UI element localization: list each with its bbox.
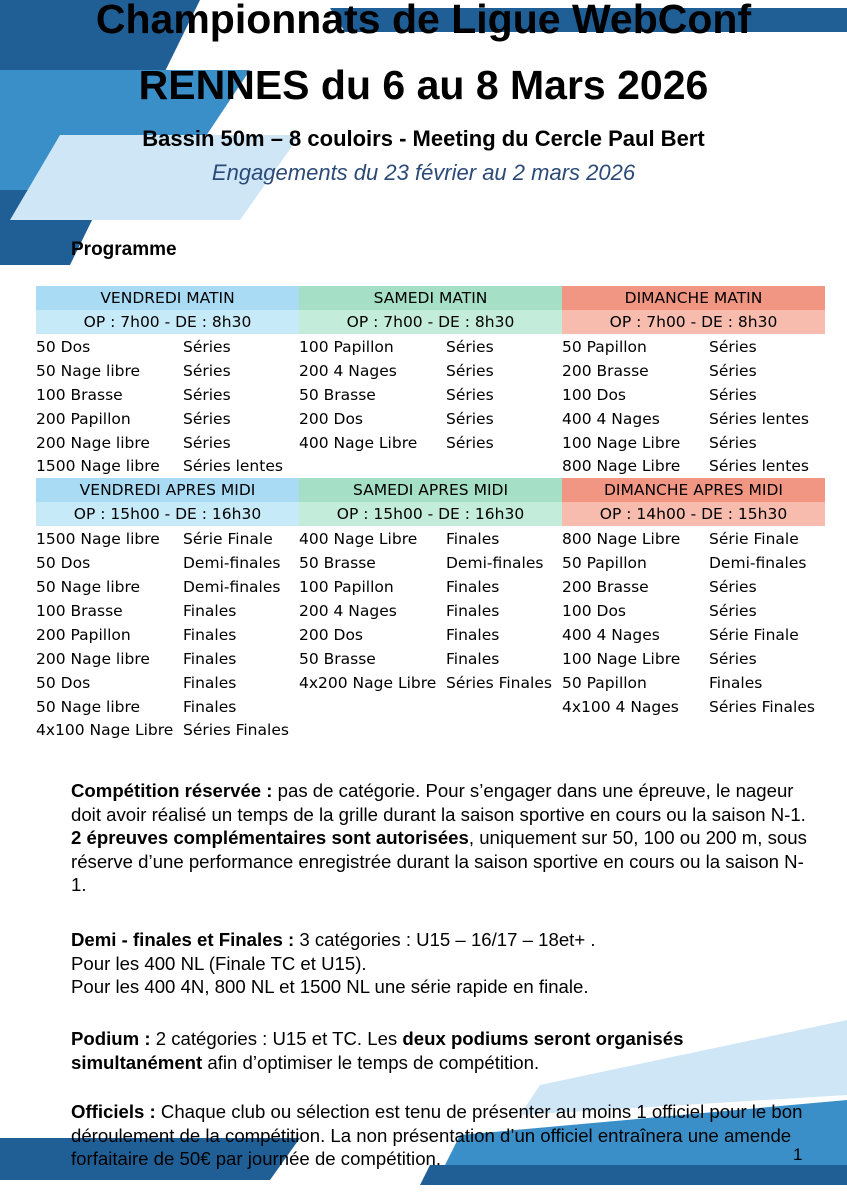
event-name: 100 Dos (562, 385, 627, 404)
event-name: 200 4 Nages (299, 361, 397, 380)
event-name: 400 Nage Libre (299, 433, 418, 452)
event-row (562, 575, 825, 599)
event-name: 50 Papillon (562, 673, 647, 692)
event-phase: Demi-finales (446, 554, 544, 573)
event-name: 200 Dos (299, 625, 364, 644)
saturday-afternoon-title: SAMEDI APRES MIDI (299, 478, 562, 502)
event-row (299, 647, 562, 671)
event-phase: Séries (446, 337, 494, 356)
event-phase: Demi-finales (183, 578, 281, 597)
friday-afternoon-times: OP : 15h00 - DE : 16h30 (36, 502, 299, 526)
finals-line-2: Pour les 400 NL (Finale TC et U15). (71, 952, 367, 974)
event-phase: Séries (446, 409, 494, 428)
event-row (36, 335, 299, 359)
sunday-afternoon-times: OP : 14h00 - DE : 15h30 (562, 502, 825, 526)
event-row (562, 599, 825, 623)
event-phase: Séries (183, 433, 231, 452)
event-name: 200 4 Nages (299, 601, 397, 620)
event-phase: Séries lentes (183, 457, 283, 476)
event-phase: Séries (709, 578, 757, 597)
finals-line-1: 3 catégories : U15 – 16/17 – 18et+ . (294, 929, 596, 950)
event-name: 4x100 4 Nages (562, 697, 679, 716)
podium-text-1: 2 catégories : U15 et TC. Les (150, 1028, 403, 1049)
event-name: 200 Nage libre (36, 649, 150, 668)
event-phase: Séries Finales (183, 721, 289, 740)
friday-afternoon-title: VENDREDI APRES MIDI (36, 478, 299, 502)
event-phase: Finales (446, 601, 500, 620)
event-phase: Séries (709, 649, 757, 668)
event-row (299, 575, 562, 599)
podium-text-2: afin d’optimiser le temps de compétition. (202, 1051, 540, 1073)
sunday-morning-title: DIMANCHE MATIN (562, 286, 825, 310)
morning-events (36, 334, 826, 478)
event-row (299, 359, 562, 383)
event-row (36, 599, 299, 623)
event-row (36, 431, 299, 455)
saturday-morning-title: SAMEDI MATIN (299, 286, 562, 310)
event-row (299, 454, 562, 478)
event-name: 50 Nage libre (36, 697, 141, 716)
title-line-2: RENNES du 6 au 8 Mars 2026 (138, 62, 709, 108)
event-row (562, 647, 825, 671)
event-phase: Séries Finales (446, 673, 552, 692)
event-phase: Finales (183, 625, 237, 644)
event-name: 50 Brasse (299, 649, 376, 668)
event-name: 50 Nage libre (36, 361, 141, 380)
competition-paragraph (71, 779, 811, 897)
events-column (299, 527, 562, 742)
event-phase: Séries (446, 433, 494, 452)
friday-morning-title: VENDREDI MATIN (36, 286, 299, 310)
event-phase: Séries (709, 361, 757, 380)
event-row (562, 718, 825, 742)
morning-title-row (36, 286, 826, 310)
event-name: 200 Brasse (562, 578, 649, 597)
event-phase: Séries (446, 385, 494, 404)
event-name: 1500 Nage libre (36, 457, 160, 476)
event-name: 50 Dos (36, 673, 91, 692)
event-phase: Séries (446, 361, 494, 380)
officiels-text: Chaque club ou sélection est tenu de présenter au moins 1 officiel pour le bon déroulement de la compétition. La non présentation d’un officiel entraînera une amende forfaitaire de 50€ par journée de compétition. (71, 1101, 803, 1170)
event-row (562, 454, 825, 478)
event-phase: Séries (183, 337, 231, 356)
event-name: 4x200 Nage Libre (299, 673, 437, 692)
event-row (36, 527, 299, 551)
event-phase: Séries (709, 433, 757, 452)
event-row (36, 671, 299, 695)
afternoon-times-row (36, 502, 826, 526)
event-name: 50 Papillon (562, 554, 647, 573)
event-phase: Série Finale (709, 625, 799, 644)
afternoon-events (36, 526, 826, 742)
event-name: 400 Nage Libre (299, 530, 418, 549)
event-name: 800 Nage Libre (562, 457, 681, 476)
event-phase: Séries lentes (709, 409, 809, 428)
finals-paragraph (71, 928, 811, 999)
morning-times-row (36, 310, 826, 334)
officiels-label: Officiels : (71, 1101, 156, 1122)
event-phase: Finales (446, 649, 500, 668)
event-name: 100 Papillon (299, 578, 394, 597)
event-phase: Demi-finales (183, 554, 281, 573)
event-phase: Séries (183, 409, 231, 428)
afternoon-title-row (36, 478, 826, 502)
event-row (36, 695, 299, 719)
event-name: 50 Nage libre (36, 578, 141, 597)
event-phase: Série Finale (709, 530, 799, 549)
event-name: 100 Papillon (299, 337, 394, 356)
event-phase: Séries (183, 361, 231, 380)
event-name: 200 Nage libre (36, 433, 150, 452)
event-phase: Séries (709, 601, 757, 620)
event-phase: Finales (183, 697, 237, 716)
event-row (299, 718, 562, 742)
friday-morning-times: OP : 7h00 - DE : 8h30 (36, 310, 299, 334)
event-row (562, 695, 825, 719)
event-phase: Finales (183, 649, 237, 668)
event-name: 100 Dos (562, 601, 627, 620)
event-name: 4x100 Nage Libre (36, 721, 174, 740)
events-column (562, 527, 825, 742)
event-row (36, 575, 299, 599)
event-row (299, 335, 562, 359)
event-row (562, 335, 825, 359)
event-row (562, 623, 825, 647)
podium-paragraph (71, 1027, 811, 1074)
event-name: 100 Brasse (36, 601, 123, 620)
finals-label: Demi - finales et Finales : (71, 929, 295, 950)
saturday-morning-times: OP : 7h00 - DE : 8h30 (299, 310, 562, 334)
event-name: 200 Dos (299, 409, 364, 428)
event-row (36, 407, 299, 431)
event-name: 100 Brasse (36, 385, 123, 404)
event-phase: Finales (446, 578, 500, 597)
event-row (562, 431, 825, 455)
event-phase: Séries Finales (709, 697, 815, 716)
officiels-paragraph (71, 1100, 811, 1171)
event-name: 100 Nage Libre (562, 649, 681, 668)
event-phase: Finales (183, 673, 237, 692)
event-phase: Finales (446, 625, 500, 644)
event-phase: Finales (709, 673, 763, 692)
event-name: 400 4 Nages (562, 625, 660, 644)
event-row (36, 551, 299, 575)
competition-label: Compétition réservée : (71, 780, 273, 801)
event-row (562, 407, 825, 431)
event-row (299, 431, 562, 455)
event-name: 50 Brasse (299, 385, 376, 404)
sunday-afternoon-title: DIMANCHE APRES MIDI (562, 478, 825, 502)
event-row (36, 454, 299, 478)
subtitle: Bassin 50m – 8 couloirs - Meeting du Cercle Paul Bert (142, 126, 705, 151)
event-row (562, 527, 825, 551)
schedule-table (36, 286, 826, 742)
title-line-1: Championnats de Ligue WebConf (95, 0, 752, 42)
event-row (299, 383, 562, 407)
events-column (299, 335, 562, 478)
event-phase: Séries (183, 385, 231, 404)
event-name: 50 Papillon (562, 337, 647, 356)
event-phase: Série Finale (183, 530, 273, 549)
event-row (299, 623, 562, 647)
event-row (36, 359, 299, 383)
event-name: 400 4 Nages (562, 409, 660, 428)
event-name: 1500 Nage libre (36, 530, 160, 549)
event-row (562, 383, 825, 407)
event-name: 50 Brasse (299, 554, 376, 573)
event-row (36, 647, 299, 671)
event-name: 200 Brasse (562, 361, 649, 380)
event-row (299, 407, 562, 431)
event-row (299, 599, 562, 623)
event-row (299, 671, 562, 695)
podium-label: Podium : (71, 1028, 151, 1049)
event-name: 50 Dos (36, 337, 91, 356)
event-phase: Séries lentes (709, 457, 809, 476)
event-phase: Finales (183, 601, 237, 620)
event-name: 200 Papillon (36, 409, 131, 428)
competition-bold: 2 épreuves complémentaires sont autorisées (71, 827, 469, 849)
event-row (299, 527, 562, 551)
podium-bold: deux podiums seront organisés simultanément (71, 1028, 684, 1073)
competition-text-1: pas de catégorie. Pour s’engager dans une épreuve, le nageur doit avoir réalisé un temps de la grille durant la saison sportive en cours ou la saison N-1. (71, 780, 806, 825)
events-column (36, 527, 299, 742)
event-phase: Séries (709, 337, 757, 356)
event-row (562, 359, 825, 383)
saturday-afternoon-times: OP : 15h00 - DE : 16h30 (299, 502, 562, 526)
event-row (299, 695, 562, 719)
page-number: 1 (793, 1145, 803, 1164)
event-name: 50 Dos (36, 554, 91, 573)
event-row (36, 623, 299, 647)
events-column (562, 335, 825, 478)
event-phase: Finales (446, 530, 500, 549)
finals-line-3: Pour les 400 4N, 800 NL et 1500 NL une série rapide en finale. (71, 976, 589, 998)
event-phase: Séries (709, 385, 757, 404)
competition-text-2: , uniquement sur 50, 100 ou 200 m, sous réserve d’une performance enregistrée durant la saison sportive en cours ou la saison N-1. (71, 827, 807, 896)
event-row (299, 551, 562, 575)
event-name: 800 Nage Libre (562, 530, 681, 549)
programme-label: Programme (71, 239, 177, 260)
event-phase: Demi-finales (709, 554, 807, 573)
sunday-morning-times: OP : 7h00 - DE : 8h30 (562, 310, 825, 334)
events-column (36, 335, 299, 478)
event-row (36, 383, 299, 407)
event-name: 100 Nage Libre (562, 433, 681, 452)
event-row (36, 718, 299, 742)
event-row (562, 671, 825, 695)
entries-dates: Engagements du 23 février au 2 mars 2026 (211, 160, 636, 185)
event-name: 200 Papillon (36, 625, 131, 644)
event-row (562, 551, 825, 575)
